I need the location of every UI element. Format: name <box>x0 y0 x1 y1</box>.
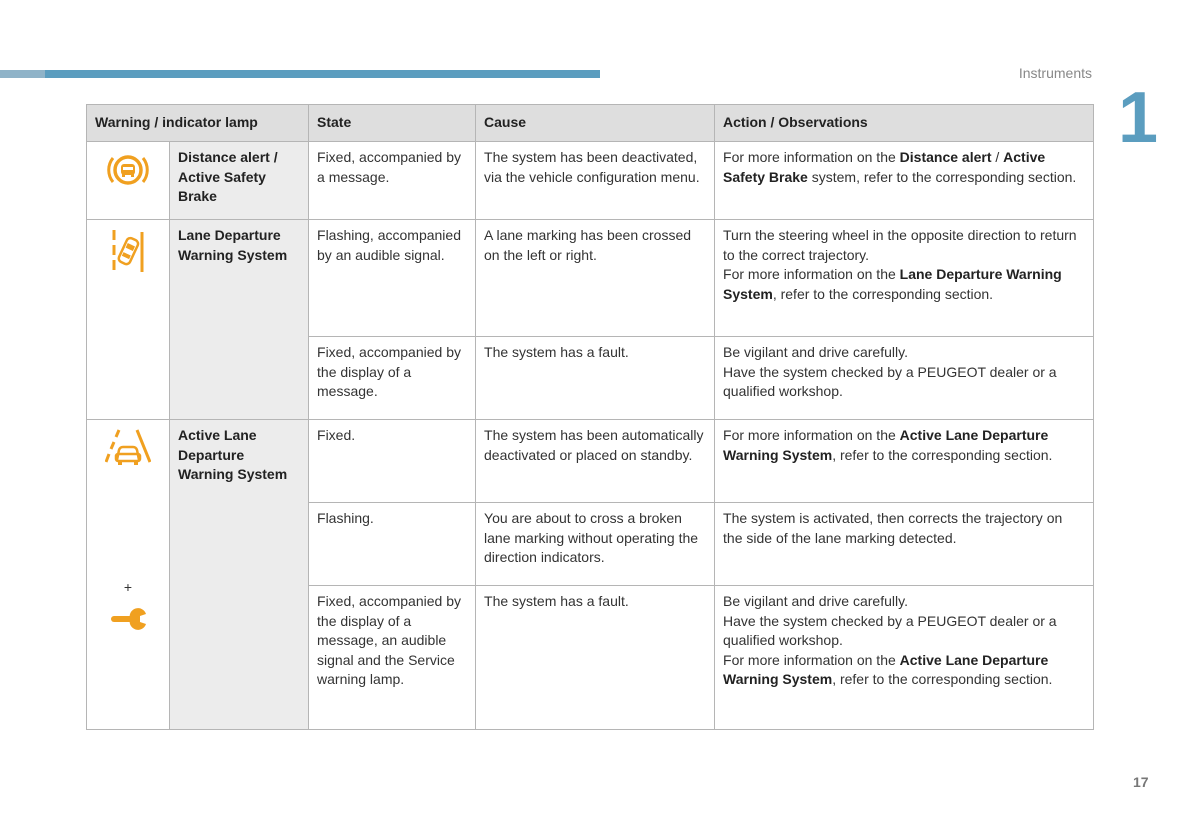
cause-cell: A lane marking has been crossed on the left or right. <box>476 220 715 337</box>
section-title: Instruments <box>1018 65 1092 81</box>
cause-cell: The system has a fault. <box>476 337 715 420</box>
table-row <box>87 220 1094 337</box>
action-cell <box>715 586 1094 730</box>
state-cell: Fixed, accompanied by a message. <box>309 142 476 220</box>
column-header-action: Action / Observations <box>715 105 1094 142</box>
table-header-row <box>87 105 1094 142</box>
lamp-icon-cell <box>87 220 170 420</box>
chapter-number: 1 <box>1118 78 1159 158</box>
action-cell <box>715 420 1094 503</box>
state-cell: Fixed, accompanied by the display of a message. <box>309 337 476 420</box>
header-accent-bar <box>45 70 600 78</box>
lamp-name: Lane Departure Warning System <box>170 220 309 420</box>
lamp-icon-cell <box>87 142 170 220</box>
action-bold: Lane Departure Warning System <box>723 266 1062 302</box>
table-row <box>87 420 1094 503</box>
active-lane-departure-icon <box>105 428 151 468</box>
action-text: system, refer to the corresponding section. <box>807 168 1077 185</box>
action-bold: Active Lane Departure Warning System <box>723 651 1049 688</box>
action-bold: Active Lane Departure Warning System <box>723 427 1049 463</box>
action-text: , refer to the corresponding section. <box>772 285 994 302</box>
state-cell: Flashing, accompanied by an audible signal. <box>309 220 476 337</box>
table-row <box>87 142 1094 220</box>
column-header-lamp: Warning / indicator lamp <box>87 105 309 142</box>
action-text: / <box>991 149 1004 165</box>
action-text: , refer to the corresponding section. <box>832 446 1053 463</box>
cause-cell: The system has been automatically deactivated or placed on standby. <box>476 420 715 503</box>
page-number: 17 <box>1133 774 1149 790</box>
lamp-name: Active Lane Departure Warning System <box>170 420 309 730</box>
header-accent-bar-light <box>0 70 45 78</box>
state-cell: Flashing. <box>309 503 476 586</box>
column-header-state: State <box>309 105 476 142</box>
cause-cell: You are about to cross a broken lane marking without operating the direction indicators. <box>476 503 715 586</box>
action-bold: Distance alert <box>899 149 992 165</box>
action-text: For more information on the <box>723 266 900 283</box>
action-text: For more information on the <box>723 427 900 443</box>
lamp-icon-cell <box>87 420 170 730</box>
action-line: Be vigilant and drive carefully. <box>723 593 908 609</box>
action-cell <box>715 337 1094 420</box>
lane-departure-icon <box>108 228 148 274</box>
action-text: , refer to the corresponding section. <box>832 671 1053 688</box>
action-text: For more information on the <box>723 651 900 668</box>
action-cell <box>715 220 1094 337</box>
lamp-name: Distance alert / Active Safety Brake <box>170 142 309 220</box>
action-line: Turn the steering wheel in the opposite direction to return to the correct trajectory. <box>723 227 1077 263</box>
action-bold: Active Safety Brake <box>723 149 1046 185</box>
action-line: Have the system checked by a PEUGEOT dealer or a qualified workshop. <box>723 612 1057 649</box>
distance-alert-icon <box>106 150 150 190</box>
action-cell <box>715 142 1094 220</box>
action-cell <box>715 503 1094 586</box>
cause-cell: The system has a fault. <box>476 586 715 730</box>
action-line: The system is activated, then corrects the trajectory on the side of the lane marking detected. <box>723 510 1063 546</box>
plus-sign: + <box>123 579 133 595</box>
action-line: Be vigilant and drive carefully. <box>723 344 908 360</box>
column-header-cause: Cause <box>476 105 715 142</box>
state-cell: Fixed, accompanied by the display of a message, an audible signal and the Service warning lamp. <box>309 586 476 730</box>
warning-lamp-table <box>86 104 1094 730</box>
action-text: For more information on the <box>723 149 900 165</box>
wrench-icon <box>108 608 148 630</box>
action-line: Have the system checked by a PEUGEOT dealer or a qualified workshop. <box>723 363 1057 400</box>
state-cell: Fixed. <box>309 420 476 503</box>
cause-cell: The system has been deactivated, via the vehicle configuration menu. <box>476 142 715 220</box>
